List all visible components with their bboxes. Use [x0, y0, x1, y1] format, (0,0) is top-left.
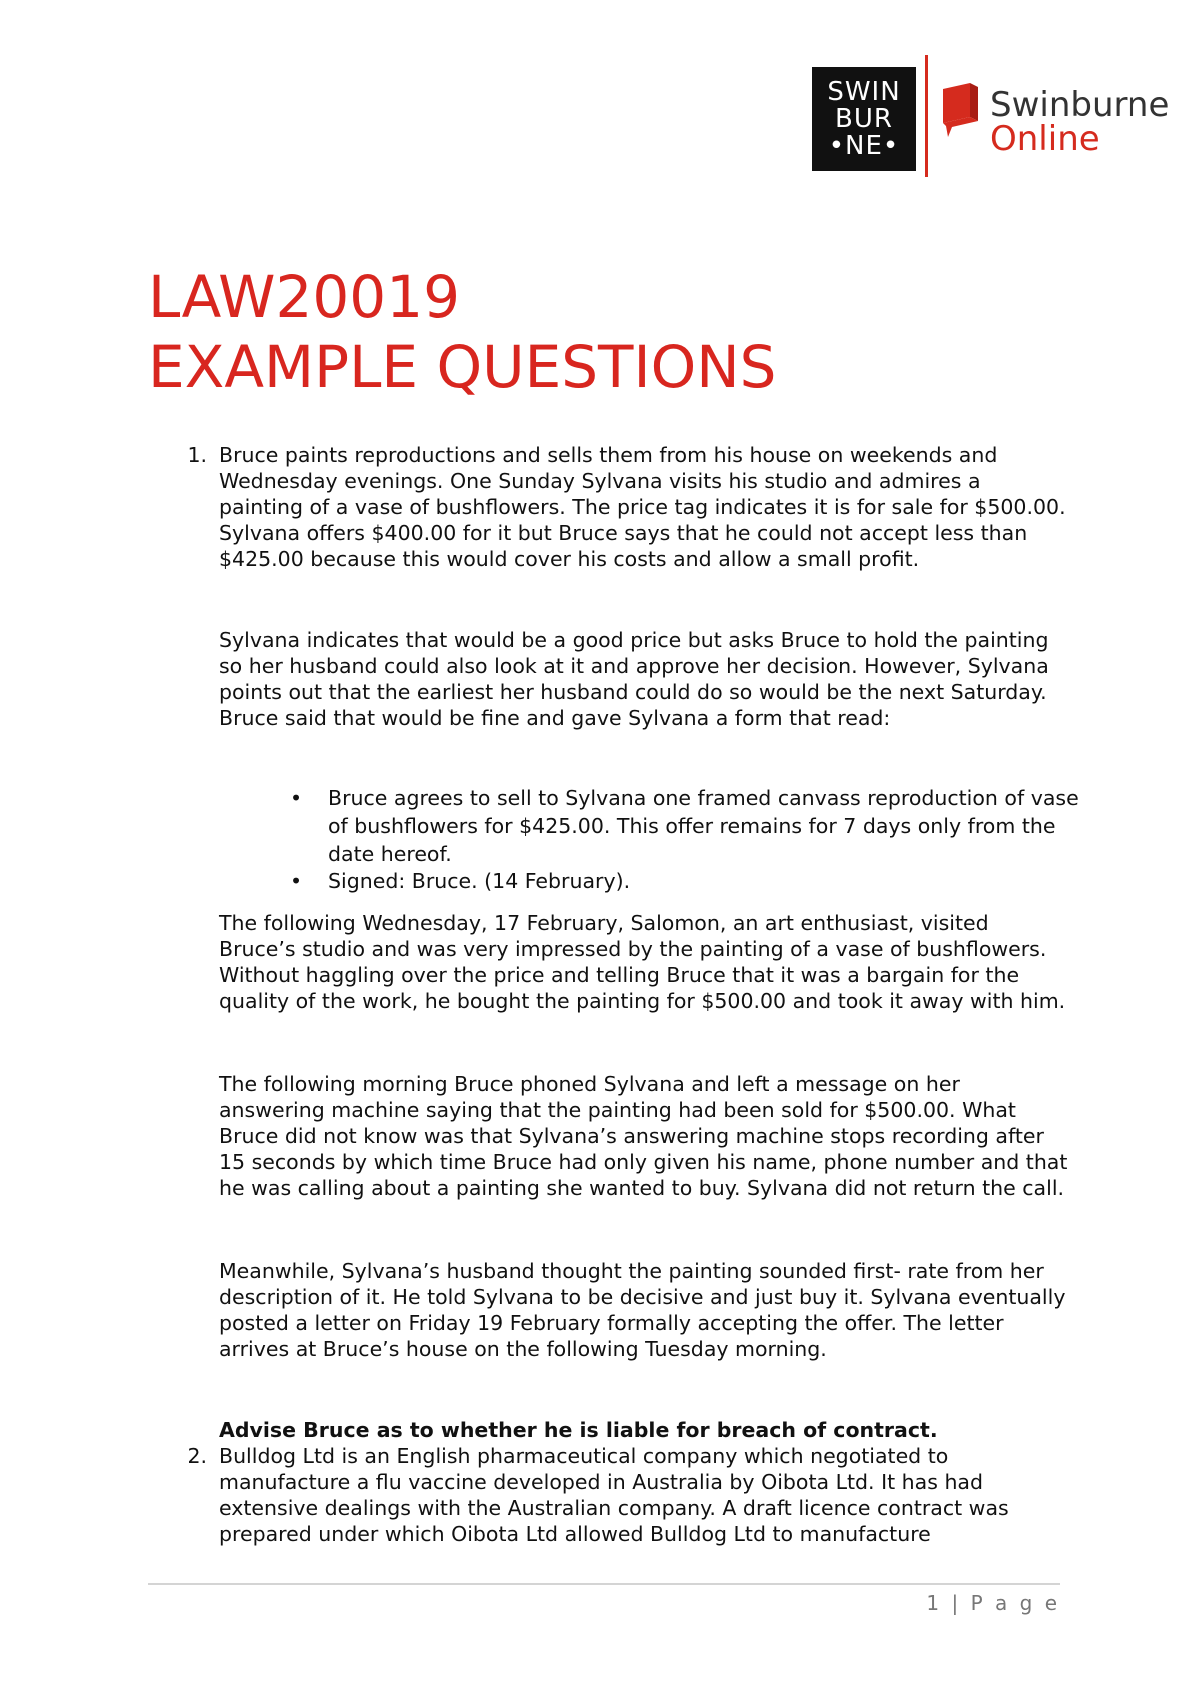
- course-code: LAW20019: [148, 263, 461, 331]
- seal-line-1: SWIN: [827, 77, 901, 107]
- document-title: [148, 262, 776, 402]
- question-number: 1.: [187, 443, 207, 467]
- brand-sub: Online: [990, 119, 1100, 159]
- question-number: 2.: [187, 1444, 207, 1468]
- list-item-text: Bruce agrees to sell to Sylvana one framed canvass reproduction of vase of bushflowers for $425.00. This offer remains for 7 days only from the date hereof.: [328, 786, 1079, 866]
- swinburne-seal: [812, 67, 916, 171]
- seal-line-3: •NE•: [828, 131, 900, 161]
- offer-form-list: [290, 784, 1080, 894]
- page-number: 1: [926, 1591, 943, 1615]
- list-item: [290, 868, 1080, 894]
- page-footer: [926, 1590, 1060, 1616]
- list-item: [290, 784, 1080, 868]
- question-paragraph: Bruce paints reproductions and sells them from his house on weekends and Wednesday evenings. One Sunday Sylvana visits his studio and admires a painting of a vase of bushflowers. The price tag indicates it is for sale for $500.00. Sylvana offers $400.00 for it but Bruce says that he could not accept less than $425.00 because this would cover his costs and allow a small profit.: [219, 443, 1066, 571]
- question-task: Advise Bruce as to whether he is liable for breach of contract.: [219, 1418, 938, 1442]
- question-paragraph: The following morning Bruce phoned Sylvana and left a message on her answering machine saying that the painting had been sold for $500.00. What Bruce did not know was that Sylvana’s answering machine stops recording after 15 seconds by which time Bruce had only given his name, phone number and that he was calling about a painting she wanted to buy. Sylvana did not return the call.: [219, 1072, 1068, 1200]
- question-paragraph: Sylvana indicates that would be a good price but asks Bruce to hold the painting so her husband could also look at it and approve her decision. However, Sylvana points out that the earliest her husband could do so would be the next Saturday. Bruce said that would be fine and gave Sylvana a form that read:: [219, 628, 1049, 730]
- logo-divider: [925, 55, 928, 177]
- speech-book-icon: [940, 83, 982, 139]
- page-label: | P a g e: [951, 1591, 1060, 1615]
- question-paragraph: The following Wednesday, 17 February, Salomon, an art enthusiast, visited Bruce’s studio and was very impressed by the painting of a vase of bushflowers. Without haggling over the price and telling Bruce that it was a bargain for the quality of the work, he bought the painting for $500.00 and took it away with him.: [219, 911, 1066, 1013]
- bullet-icon: •: [290, 869, 303, 893]
- brand-name: Swinburne: [990, 85, 1170, 125]
- footer-divider: [148, 1583, 1060, 1585]
- document-heading: EXAMPLE QUESTIONS: [148, 333, 777, 401]
- bullet-icon: •: [290, 786, 303, 810]
- seal-line-2: BUR: [835, 104, 893, 134]
- list-item-text: Signed: Bruce. (14 February).: [328, 869, 631, 893]
- question-paragraph: Meanwhile, Sylvana’s husband thought the painting sounded first- rate from her description of it. He told Sylvana to be decisive and just buy it. Sylvana eventually posted a letter on Friday 19 February formally accepting the offer. The letter arrives at Bruce’s house on the following Tuesday morning.: [219, 1259, 1066, 1361]
- swinburne-online-logo: [812, 55, 1182, 177]
- question-paragraph: Bulldog Ltd is an English pharmaceutical company which negotiated to manufacture a flu vaccine developed in Australia by Oibota Ltd. It has had extensive dealings with the Australian company. A draft licence contract was prepared under which Oibota Ltd allowed Bulldog Ltd to manufacture: [219, 1444, 1009, 1546]
